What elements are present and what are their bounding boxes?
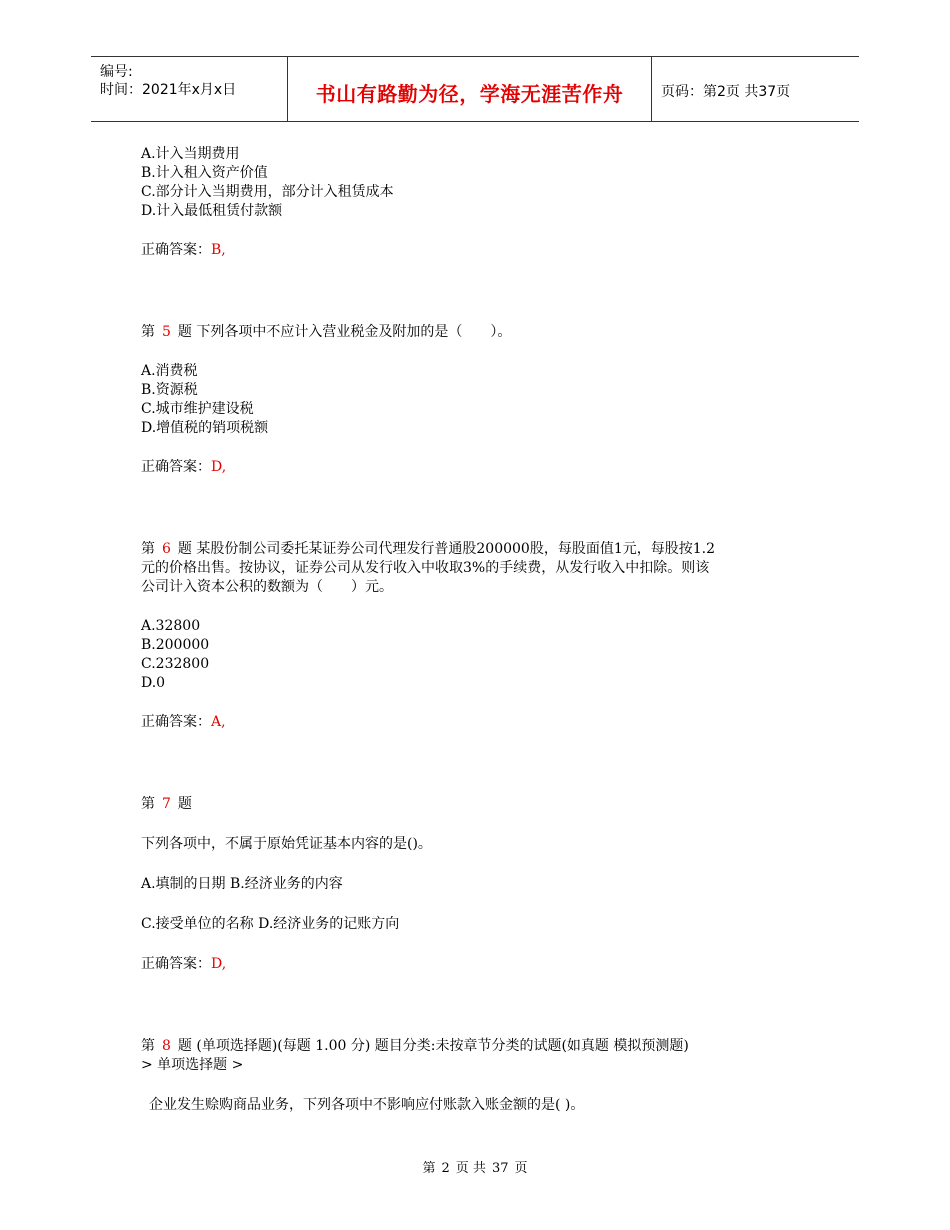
header-meta-cell [91,57,288,121]
header-page-cell [652,57,859,121]
q4-answer [141,241,226,260]
page-footer [0,1157,950,1176]
answer-label: 正确答案： [141,242,211,258]
document-number-label: 编号: [100,64,133,80]
q7-answer [141,955,226,974]
q4-option-b: B.计入租入资产价值 [141,165,268,181]
answer-value: A, [211,714,226,730]
question-meta-line-1: (单项选择题)(每题 1.00 分) 题目分类:未按章节分类的试题(如真题 模拟预测题) [196,1038,689,1054]
footer-page-number: 2 [441,1161,450,1176]
q7-options-line-1: A.填制的日期 B.经济业务的内容 [141,876,343,892]
q6-answer [141,713,226,732]
header-motto: 书山有路勤为径，学海无涯苦作舟 [315,82,624,106]
q8-stem [141,1037,689,1056]
q6-option-d: D.0 [141,675,166,691]
question-number: 6 [162,541,171,557]
q6-option-c: C.232800 [141,656,210,672]
question-number: 7 [162,796,171,812]
footer-total-pages: 37 [491,1161,509,1176]
footer-prefix: 第 [422,1161,436,1176]
q5-answer [141,458,226,477]
q4-option-a: A.计入当期费用 [141,146,240,162]
answer-value: D, [211,956,227,972]
question-number: 5 [162,324,171,340]
q5-option-c: C.城市维护建设税 [141,401,254,417]
q5-option-b: B.资源税 [141,382,198,398]
question-prefix: 第 [141,796,155,812]
question-suffix: 题 [177,541,192,557]
answer-label: 正确答案： [141,956,211,972]
q6-text-line-3: 公司计入资本公积的数额为（ ）元。 [141,579,393,595]
question-number: 8 [162,1038,171,1054]
question-prefix: 第 [141,324,155,340]
question-suffix: 题 [177,1038,192,1054]
answer-value: D, [211,459,227,475]
q6-option-a: A.32800 [141,618,201,634]
question-suffix: 题 [177,796,192,812]
q4-option-c: C.部分计入当期费用，部分计入租赁成本 [141,184,394,200]
q8-text: 企业发生赊购商品业务，下列各项中不影响应付账款入账金额的是( )。 [149,1097,585,1113]
q5-stem [141,323,511,342]
q7-options-line-2: C.接受单位的名称 D.经济业务的记账方向 [141,916,400,932]
page-header [91,56,859,122]
q8-meta-line-2: > 单项选择题 > [141,1057,244,1073]
q5-option-d: D.增值税的销项税额 [141,420,269,436]
footer-suffix: 页 [514,1161,528,1176]
answer-label: 正确答案： [141,714,211,730]
document-time-label: 时间：2021年x月x日 [100,82,237,98]
question-prefix: 第 [141,541,155,557]
question-suffix: 题 [177,324,192,340]
question-prefix: 第 [141,1038,155,1054]
footer-mid: 页 共 [455,1161,486,1176]
answer-label: 正确答案： [141,459,211,475]
q5-option-a: A.消费税 [141,363,198,379]
q6-stem [141,540,715,559]
header-page-info: 页码：第2页 共37页 [661,84,791,100]
header-motto-cell [288,57,652,121]
question-text: 下列各项中不应计入营业税金及附加的是（ ）。 [196,324,512,340]
q6-option-b: B.200000 [141,637,210,653]
q7-heading [141,795,192,814]
q6-text-line-2: 元的价格出售。按协议，证券公司从发行收入中收取3%的手续费，从发行收入中扣除。则该 [141,560,710,576]
q7-text: 下列各项中，不属于原始凭证基本内容的是()。 [141,836,432,852]
question-text-line-1: 某股份制公司委托某证券公司代理发行普通股200000股，每股面值1元，每股按1.2 [196,541,715,557]
answer-value: B, [211,242,226,258]
q4-option-d: D.计入最低租赁付款额 [141,203,283,219]
